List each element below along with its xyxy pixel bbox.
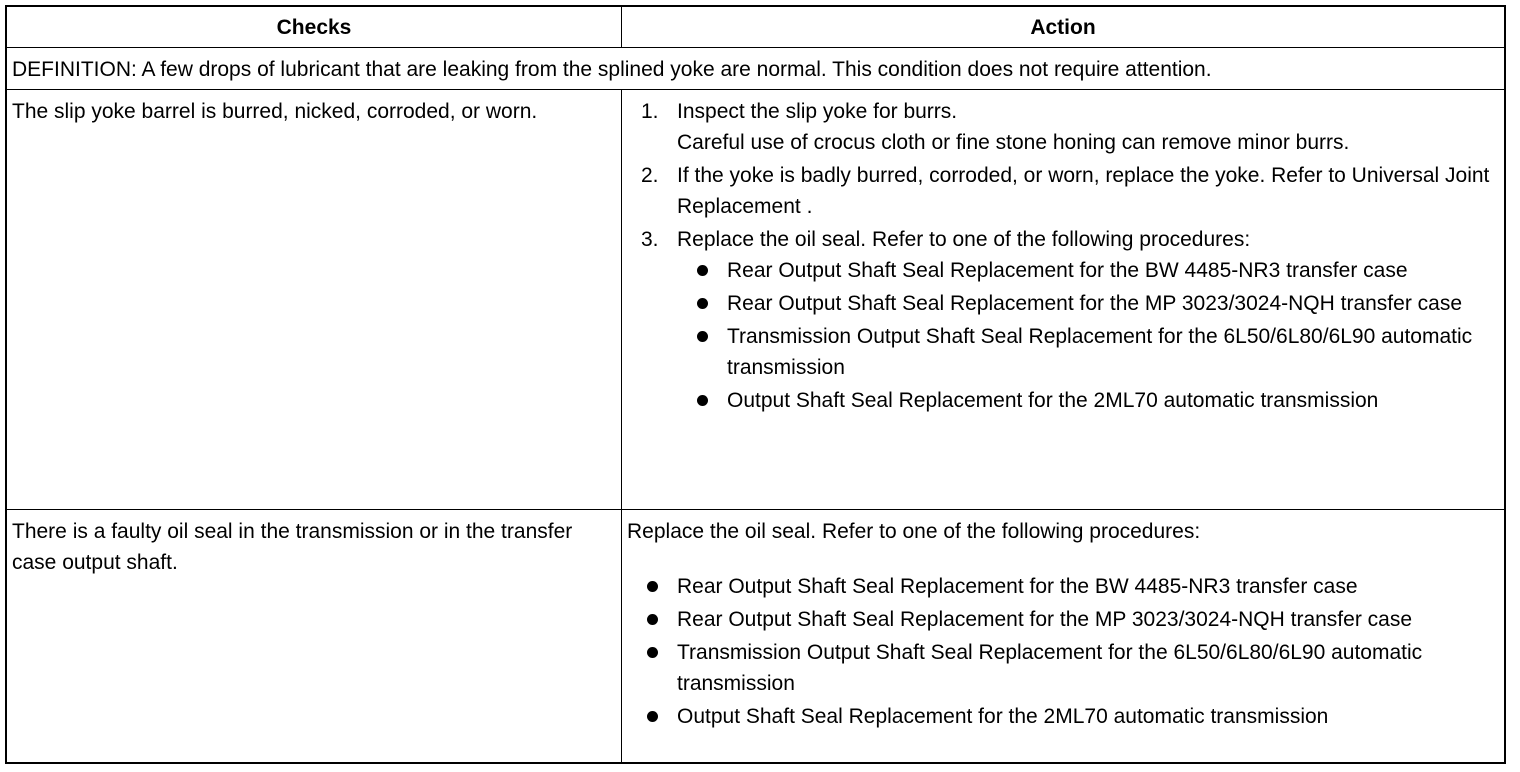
- step-number: 1.: [641, 100, 659, 123]
- bullet-text: Rear Output Shaft Seal Replacement for the MP 3023/3024-NQH transfer case: [727, 292, 1462, 315]
- step-number: 3.: [641, 228, 659, 251]
- step-note: Careful use of crocus cloth or fine stone honing can remove minor burrs.: [677, 131, 1350, 154]
- bullet-item: [677, 321, 1505, 383]
- bullet-dot-icon: [647, 647, 658, 658]
- step-text: If the yoke is badly burred, corroded, or worn, replace the yoke. Refer to Universal Joint Replacement .: [677, 164, 1490, 218]
- bullet-dot-icon: [697, 265, 708, 276]
- bullet-text: Rear Output Shaft Seal Replacement for the MP 3023/3024-NQH transfer case: [677, 608, 1412, 631]
- row2-bullets: [627, 571, 1505, 732]
- row2-intro-text: Replace the oil seal. Refer to one of the following procedures:: [627, 520, 1201, 543]
- row1-check-text: The slip yoke barrel is burred, nicked, corroded, or worn.: [12, 100, 538, 123]
- definition-divider: [7, 89, 1504, 90]
- header-action: Action: [1030, 16, 1096, 39]
- row-divider: [7, 509, 1504, 510]
- column-divider-body: [621, 89, 622, 762]
- row1-action: [627, 96, 1505, 418]
- row2-check-text: There is a faulty oil seal in the transmission or in the transfer case output shaft.: [12, 520, 573, 574]
- bullet-text: Transmission Output Shaft Seal Replacement for the 6L50/6L80/6L90 automatic transmission: [677, 641, 1423, 695]
- bullet-item: [627, 571, 1505, 602]
- header-divider: [7, 47, 1504, 48]
- bullet-dot-icon: [697, 395, 708, 406]
- bullet-item: [627, 701, 1505, 732]
- bullet-dot-icon: [647, 581, 658, 592]
- bullet-text: Rear Output Shaft Seal Replacement for the BW 4485-NR3 transfer case: [727, 259, 1408, 282]
- bullet-text: Output Shaft Seal Replacement for the 2ML70 automatic transmission: [677, 705, 1329, 728]
- header-checks: Checks: [276, 16, 352, 39]
- definition-text: DEFINITION: A few drops of lubricant that are leaking from the splined yoke are normal. This condition does not require attention.: [12, 58, 1212, 81]
- diagnostic-table: [5, 5, 1506, 764]
- bullet-dot-icon: [697, 298, 708, 309]
- bullet-dot-icon: [647, 711, 658, 722]
- bullet-text: Rear Output Shaft Seal Replacement for the BW 4485-NR3 transfer case: [677, 575, 1358, 598]
- row2-action: [627, 516, 1505, 734]
- bullet-item: [627, 637, 1505, 699]
- step-item: [627, 160, 1505, 222]
- row1-steps: [627, 96, 1505, 416]
- bullet-item: [677, 288, 1505, 319]
- bullet-text: Output Shaft Seal Replacement for the 2ML70 automatic transmission: [727, 389, 1379, 412]
- step-number: 2.: [641, 164, 659, 187]
- step-text: Inspect the slip yoke for burrs.: [677, 100, 958, 123]
- bullet-item: [677, 255, 1505, 286]
- step-item: [627, 96, 1505, 158]
- bullet-item: [627, 604, 1505, 635]
- step-text: Replace the oil seal. Refer to one of the following procedures:: [677, 228, 1251, 251]
- bullet-dot-icon: [697, 331, 708, 342]
- bullet-text: Transmission Output Shaft Seal Replacement for the 6L50/6L80/6L90 automatic transmission: [727, 325, 1473, 379]
- bullet-item: [677, 385, 1505, 416]
- step-sub-bullets: [677, 255, 1505, 416]
- bullet-dot-icon: [647, 614, 658, 625]
- step-item: [627, 224, 1505, 416]
